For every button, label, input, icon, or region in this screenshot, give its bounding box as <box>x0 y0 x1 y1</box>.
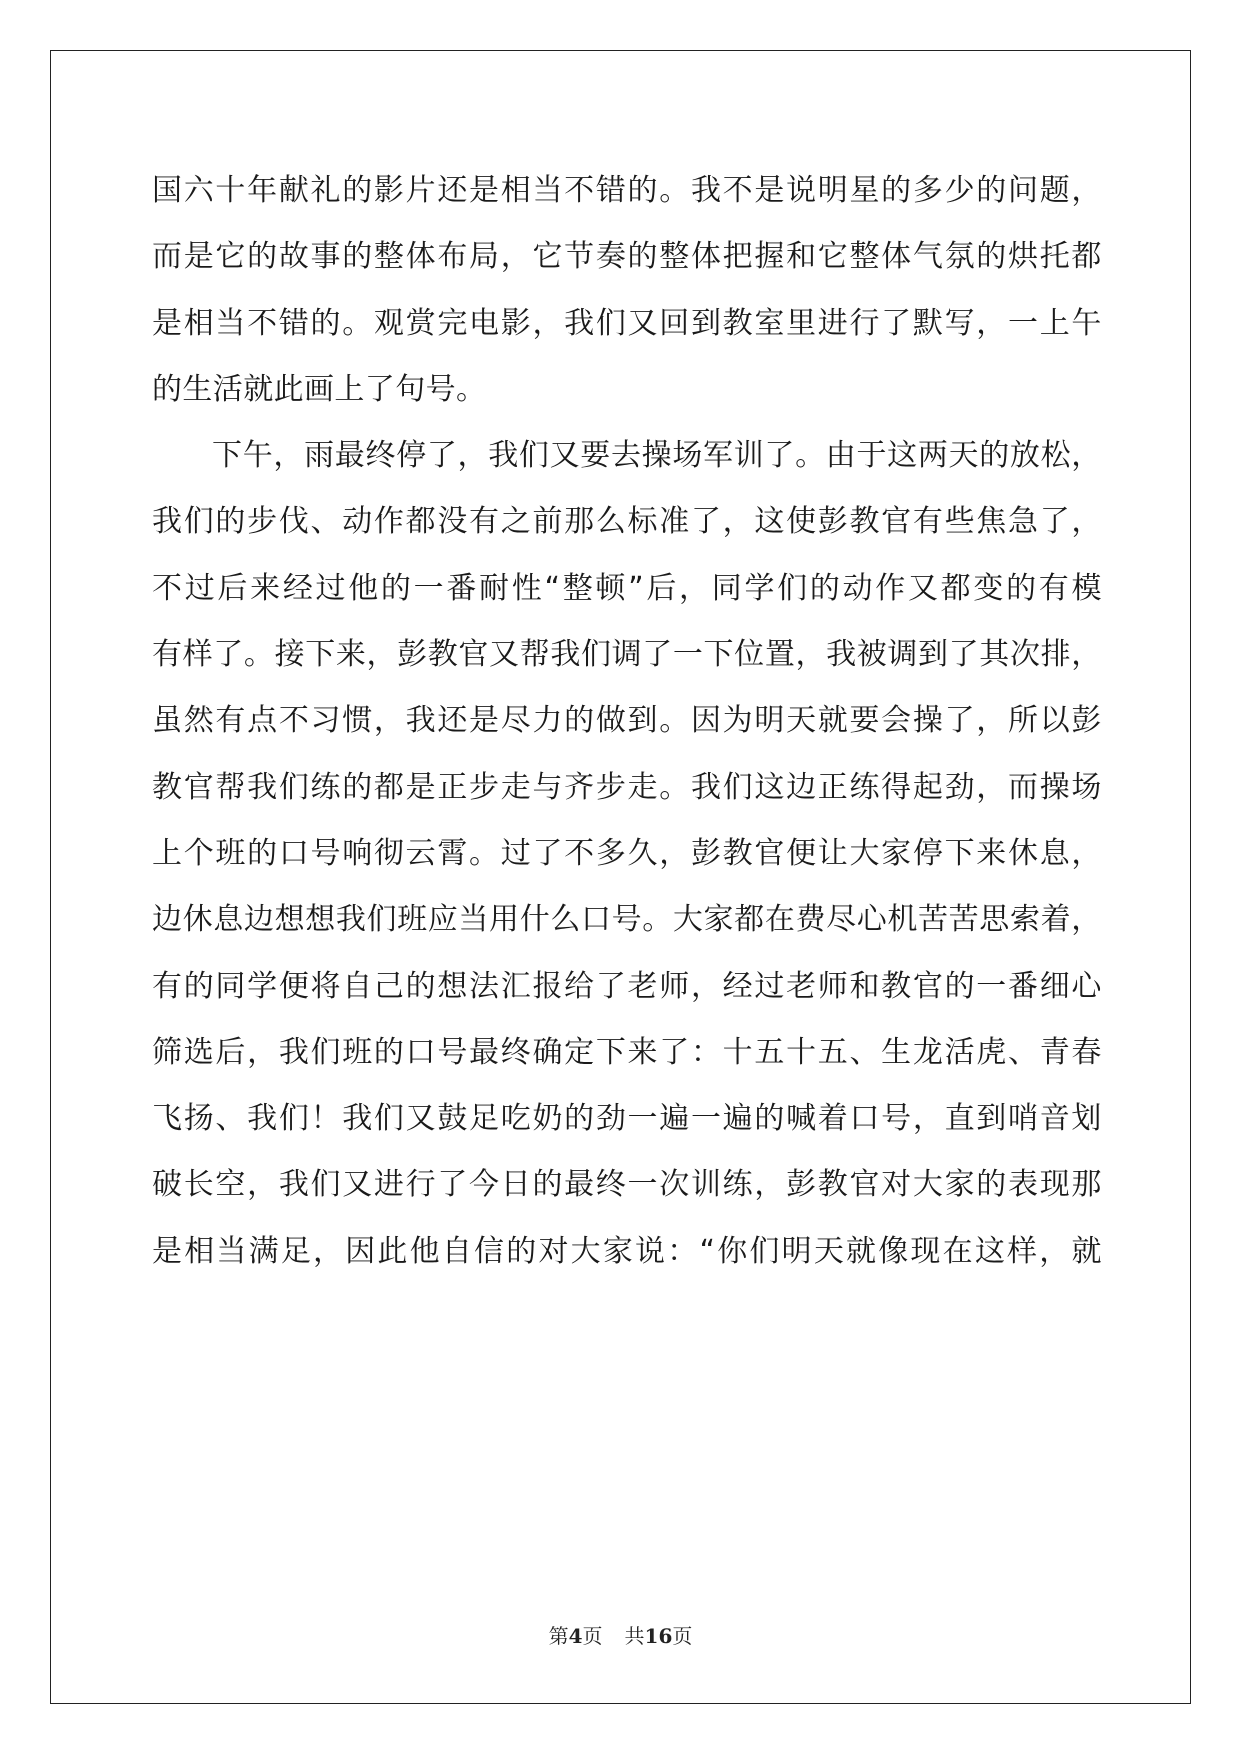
total-pages: 16 <box>644 1624 673 1648</box>
text-line: 国 六 十 年 献 礼 的 影 片 还 是 相 当 不 错 的 。 我 不 是 说 明 星 的 多 少 的 问 题 ， <box>152 173 1102 208</box>
text-line: 是 相 当 不 错 的 。 观 赏 完 电 影 ， 我 们 又 回 到 教 室 里 进 行 了 默 写 ， 一 上 午 <box>152 305 1102 341</box>
text-line: 虽 然 有 点 不 习 惯 ， 我 还 是 尽 力 的 做 到 。 因 为 明 天 就 要 会 操 了 ， 所 以 彭 <box>152 703 1102 739</box>
total-suffix: 页 <box>672 1624 693 1648</box>
text-line: 破 长 空 ， 我 们 又 进 行 了 今 日 的 最 终 一 次 训 练 ， 彭 教 官 对 大 家 的 表 现 那 <box>152 1167 1102 1203</box>
page-prefix: 第 <box>548 1624 569 1648</box>
text-line: 而 是 它 的 故 事 的 整 体 布 局 ， 它 节 奏 的 整 体 把 握 和 它 整 体 气 氛 的 烘 托 都 <box>152 239 1102 275</box>
text-line: 下 午 ， 雨 最 终 停 了 ， 我 们 又 要 去 操 场 军 训 了 。 由 于 这 两 天 的 放 松 ， <box>212 438 1102 474</box>
text-line: 上 个 班 的 口 号 响 彻 云 霄 。 过 了 不 多 久 ， 彭 教 官 便 让 大 家 停 下 来 休 息 ， <box>152 835 1102 871</box>
page-footer <box>0 1620 1241 1649</box>
text-line: 我 们 的 步 伐 、 动 作 都 没 有 之 前 那 么 标 准 了 ， 这 使 彭 教 官 有 些 焦 急 了 ， <box>152 504 1102 540</box>
page-number: 4 <box>568 1624 583 1648</box>
text-line: 筛 选 后 ， 我 们 班 的 口 号 最 终 确 定 下 来 了 ： 十 五 十 五 、 生 龙 活 虎 、 青 春 <box>152 1034 1102 1070</box>
text-line: 边 休 息 边 想 想 我 们 班 应 当 用 什 么 口 号 。 大 家 都 在 费 尽 心 机 苦 苦 思 索 着 ， <box>152 902 1102 938</box>
document-body <box>152 158 1102 1285</box>
text-line: 有 的 同 学 便 将 自 己 的 想 法 汇 报 给 了 老 师 ， 经 过 老 师 和 教 官 的 一 番 细 心 <box>152 968 1102 1004</box>
text-line: 有 样 了 。 接 下 来 ， 彭 教 官 又 帮 我 们 调 了 一 下 位 置 ， 我 被 调 到 了 其 次 排 ， <box>152 637 1102 673</box>
text-line: 飞 扬 、 我 们 ！ 我 们 又 鼓 足 吃 奶 的 劲 一 遍 一 遍 的 喊 着 口 号 ， 直 到 哨 音 划 <box>152 1101 1102 1137</box>
text-line: 的生活就此画上了句号。 <box>152 371 487 407</box>
page-suffix: 页 <box>582 1624 603 1648</box>
text-line: 不 过 后 来 经 过 他 的 一 番 耐 性 “ 整 顿 ” 后 ， 同 学 们 的 动 作 又 都 变 的 有 模 <box>152 570 1102 606</box>
text-line: 教 官 帮 我 们 练 的 都 是 正 步 走 与 齐 步 走 。 我 们 这 边 正 练 得 起 劲 ， 而 操 场 <box>152 769 1102 805</box>
total-prefix: 共 <box>624 1624 645 1648</box>
text-line: 是 相 当 满 足 ， 因 此 他 自 信 的 对 大 家 说 ： “ 你 们 明 天 就 像 现 在 这 样 ， 就 <box>152 1233 1102 1269</box>
